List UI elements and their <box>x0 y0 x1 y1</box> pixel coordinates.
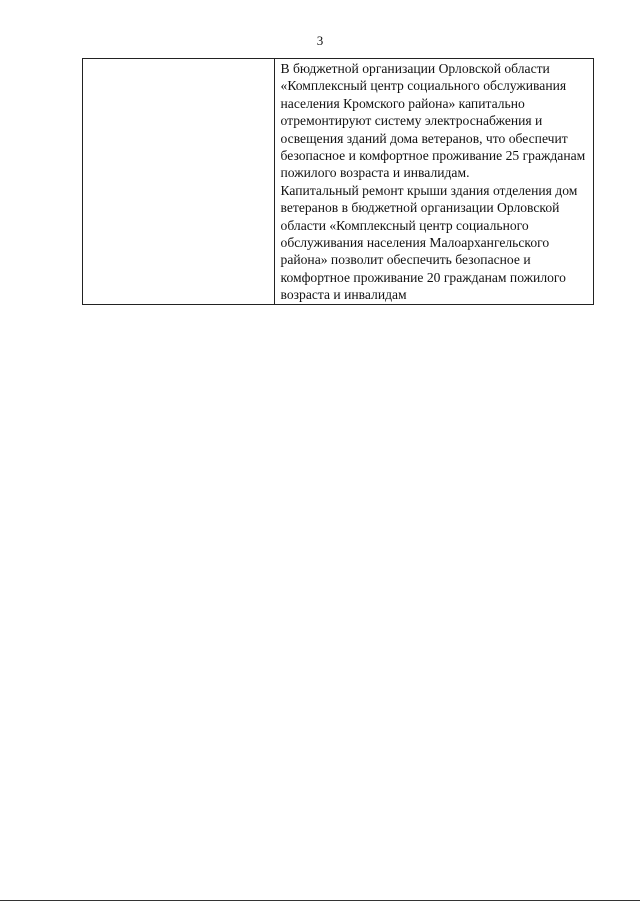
paragraph-roof-repair: Капитальный ремонт крыши здания отделения дом ветеранов в бюджетной организации Орловской области «Комплексный центр социального обслуживания населения Малоархангельского района» позволит обеспечить безопасное и комфортное проживание 20 гражданам пожилого возраста и инвалидам <box>280 182 578 303</box>
paragraph-electrical-repair: В бюджетной организации Орловской области «Комплексный центр социального обслуживания населения Кромского района» капитально отремонтируют систему электроснабжения и освещения зданий дома ветеранов, что обеспечит безопасное и комфортное проживание 25 гражданам пожилого возраста и инвалидам. <box>280 61 586 181</box>
left-cell-text <box>83 59 274 60</box>
document-table <box>82 58 594 305</box>
table-row <box>83 59 594 305</box>
bottom-scan-edge <box>0 900 640 901</box>
table-cell-right <box>274 59 593 305</box>
table-cell-left <box>83 59 275 305</box>
page-number: 3 <box>316 33 324 48</box>
